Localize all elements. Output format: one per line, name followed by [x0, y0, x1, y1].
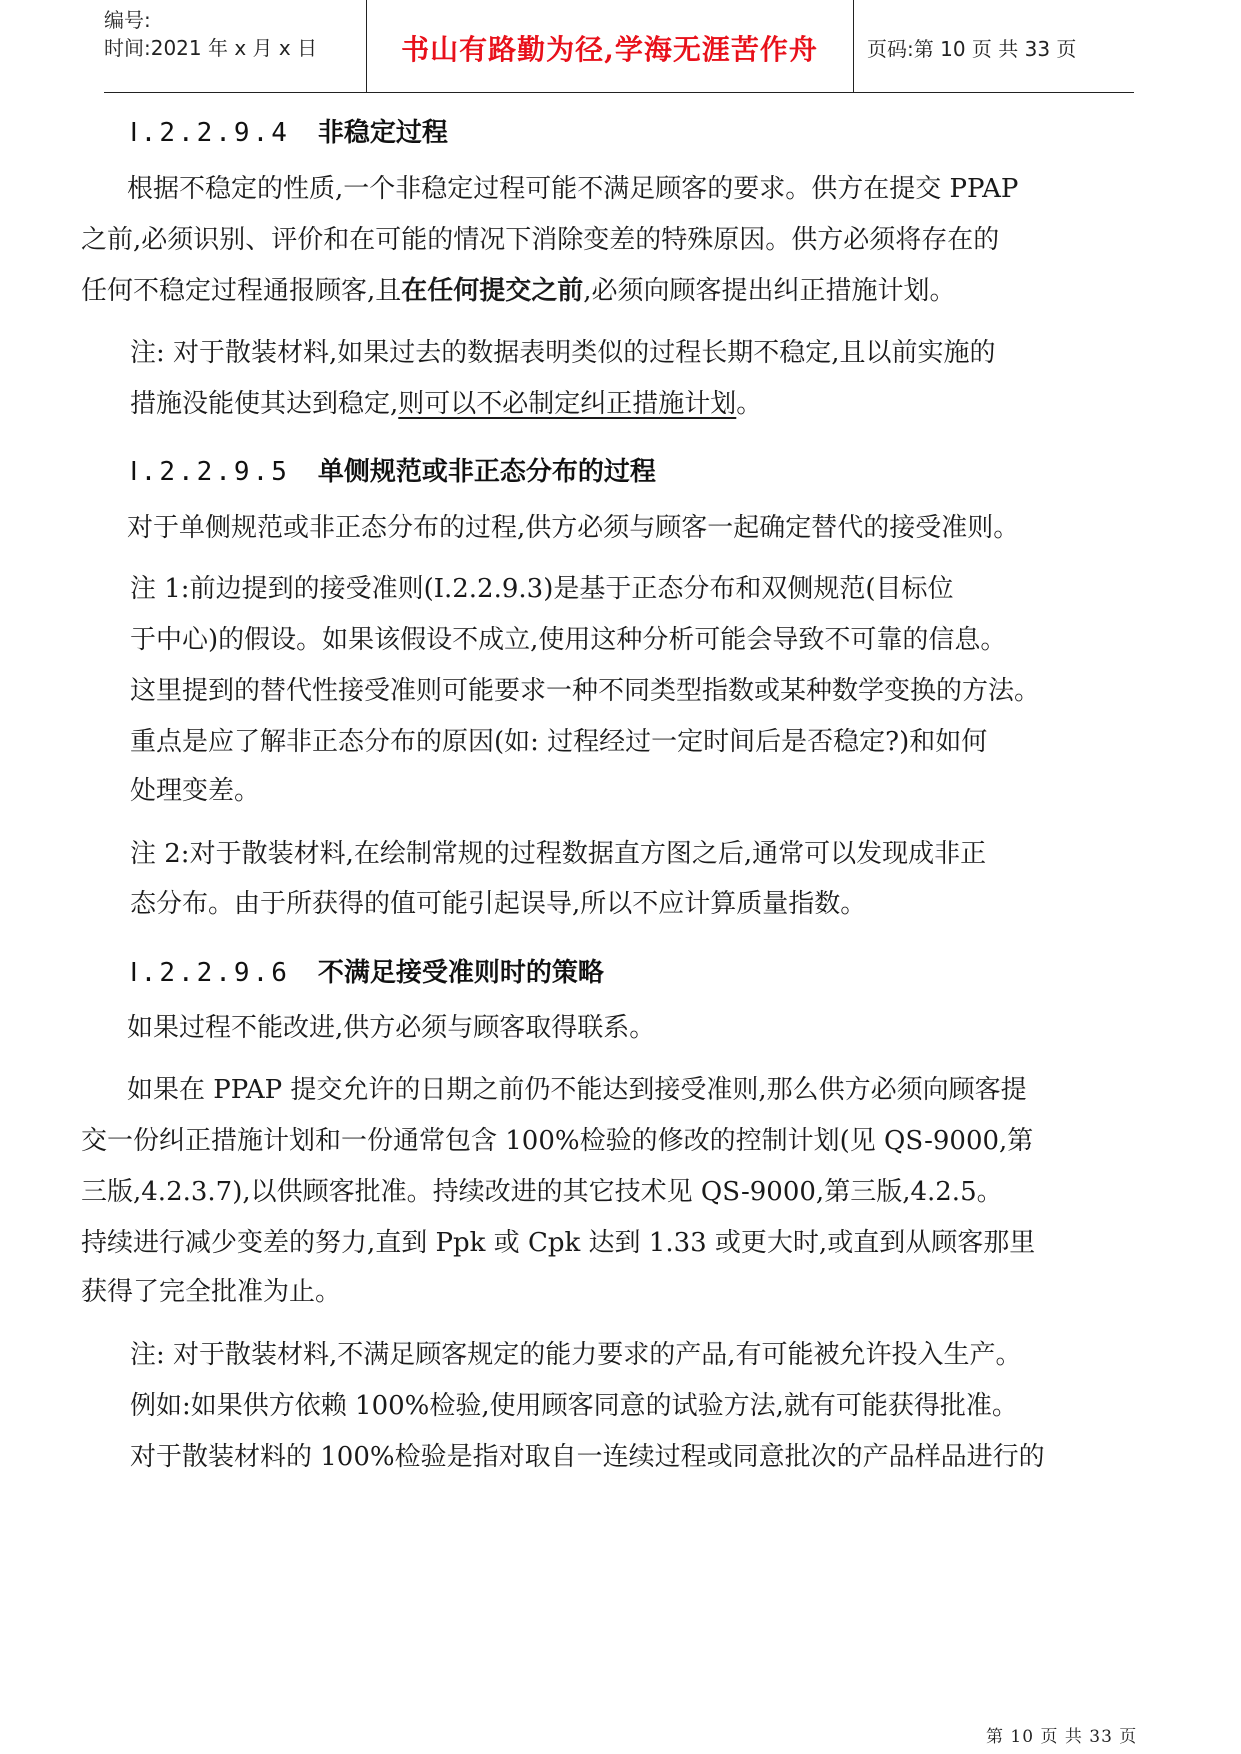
- time-label: 时间:2021 年 x 月 x 日: [104, 36, 318, 60]
- note-line: 注: 对于散装材料,如果过去的数据表明类似的过程长期不稳定,且以前实施的: [130, 338, 996, 368]
- note-line: 注: 对于散装材料,不满足顾客规定的能力要求的产品,有可能被允许投入生产。: [130, 1340, 1022, 1370]
- section-number: Ⅰ.2.2.9.4: [130, 118, 290, 148]
- section-title: 非稳定过程: [317, 118, 448, 148]
- note-line: 注 2:对于散装材料,在绘制常规的过程数据直方图之后,通常可以发现成非正: [130, 839, 987, 869]
- section-title: 不满足接受准则时的策略: [317, 958, 604, 988]
- section-heading: [130, 451, 656, 488]
- text-run: 。: [736, 389, 763, 419]
- bold-text: 在任何提交之前: [401, 276, 584, 306]
- paragraph-line: 三版,4.2.3.7),以供顾客批准。持续改进的其它技术见 QS-9000,第三版,4.2.5。: [81, 1177, 1003, 1207]
- note-line: 处理变差。: [130, 776, 261, 806]
- page-header: [104, 0, 1134, 93]
- header-motto-cell: [366, 0, 854, 92]
- header-page-cell: [853, 0, 1134, 92]
- paragraph-line: 如果在 PPAP 提交允许的日期之前仍不能达到接受准则,那么供方必须向顾客提: [127, 1075, 1027, 1105]
- motto: 书山有路勤为径,学海无涯苦作舟: [401, 33, 818, 66]
- note-line: 这里提到的替代性接受准则可能要求一种不同类型指数或某种数学变换的方法。: [130, 676, 1041, 706]
- page-label: 页码:第 10 页 共 33 页: [867, 37, 1077, 61]
- section-title: 单侧规范或非正态分布的过程: [317, 457, 656, 487]
- note-line: 例如:如果供方依赖 100%检验,使用顾客同意的试验方法,就有可能获得批准。: [130, 1391, 1018, 1421]
- note-line: 重点是应了解非正态分布的原因(如: 过程经过一定时间后是否稳定?)和如何: [130, 727, 988, 757]
- paragraph-line: 获得了完全批准为止。: [81, 1277, 342, 1307]
- text-run: 措施没能使其达到稳定,: [130, 389, 399, 419]
- paragraph-line: 之前,必须识别、评价和在可能的情况下消除变差的特殊原因。供方必须将存在的: [81, 225, 1000, 255]
- note-line: 注 1:前边提到的接受准则(Ⅰ.2.2.9.3)是基于正态分布和双侧规范(目标位: [130, 574, 954, 604]
- page-footer: 第 10 页 共 33 页: [986, 1727, 1138, 1747]
- paragraph-line: 根据不稳定的性质,一个非稳定过程可能不满足顾客的要求。供方在提交 PPAP: [127, 174, 1019, 204]
- note-line: [130, 389, 762, 419]
- underlined-text: 则可以不必制定纠正措施计划: [398, 389, 737, 419]
- note-line: 对于散装材料的 100%检验是指对取自一连续过程或同意批次的产品样品进行的: [130, 1442, 1045, 1472]
- paragraph-line: [81, 276, 956, 306]
- paragraph-line: 如果过程不能改进,供方必须与顾客取得联系。: [127, 1013, 656, 1043]
- text-run: 任何不稳定过程通报顾客,且: [81, 276, 402, 306]
- section-heading: [130, 952, 604, 989]
- paragraph-line: 持续进行减少变差的努力,直到 Ppk 或 Cpk 达到 1.33 或更大时,或直到从顾客那里: [81, 1228, 1036, 1258]
- paragraph-line: 交一份纠正措施计划和一份通常包含 100%检验的修改的控制计划(见 QS-9000,第: [81, 1126, 1034, 1156]
- paragraph-line: 对于单侧规范或非正态分布的过程,供方必须与顾客一起确定替代的接受准则。: [127, 513, 1020, 543]
- section-heading: [130, 112, 448, 149]
- text-run: ,必须向顾客提出纠正措施计划。: [583, 276, 956, 306]
- header-info-cell: [104, 0, 367, 92]
- serial-label: 编号:: [104, 8, 151, 32]
- note-line: 态分布。由于所获得的值可能引起误导,所以不应计算质量指数。: [130, 889, 867, 919]
- section-number: Ⅰ.2.2.9.6: [130, 958, 290, 988]
- section-number: Ⅰ.2.2.9.5: [130, 457, 290, 487]
- note-line: 于中心)的假设。如果该假设不成立,使用这种分析可能会导致不可靠的信息。: [130, 625, 1007, 655]
